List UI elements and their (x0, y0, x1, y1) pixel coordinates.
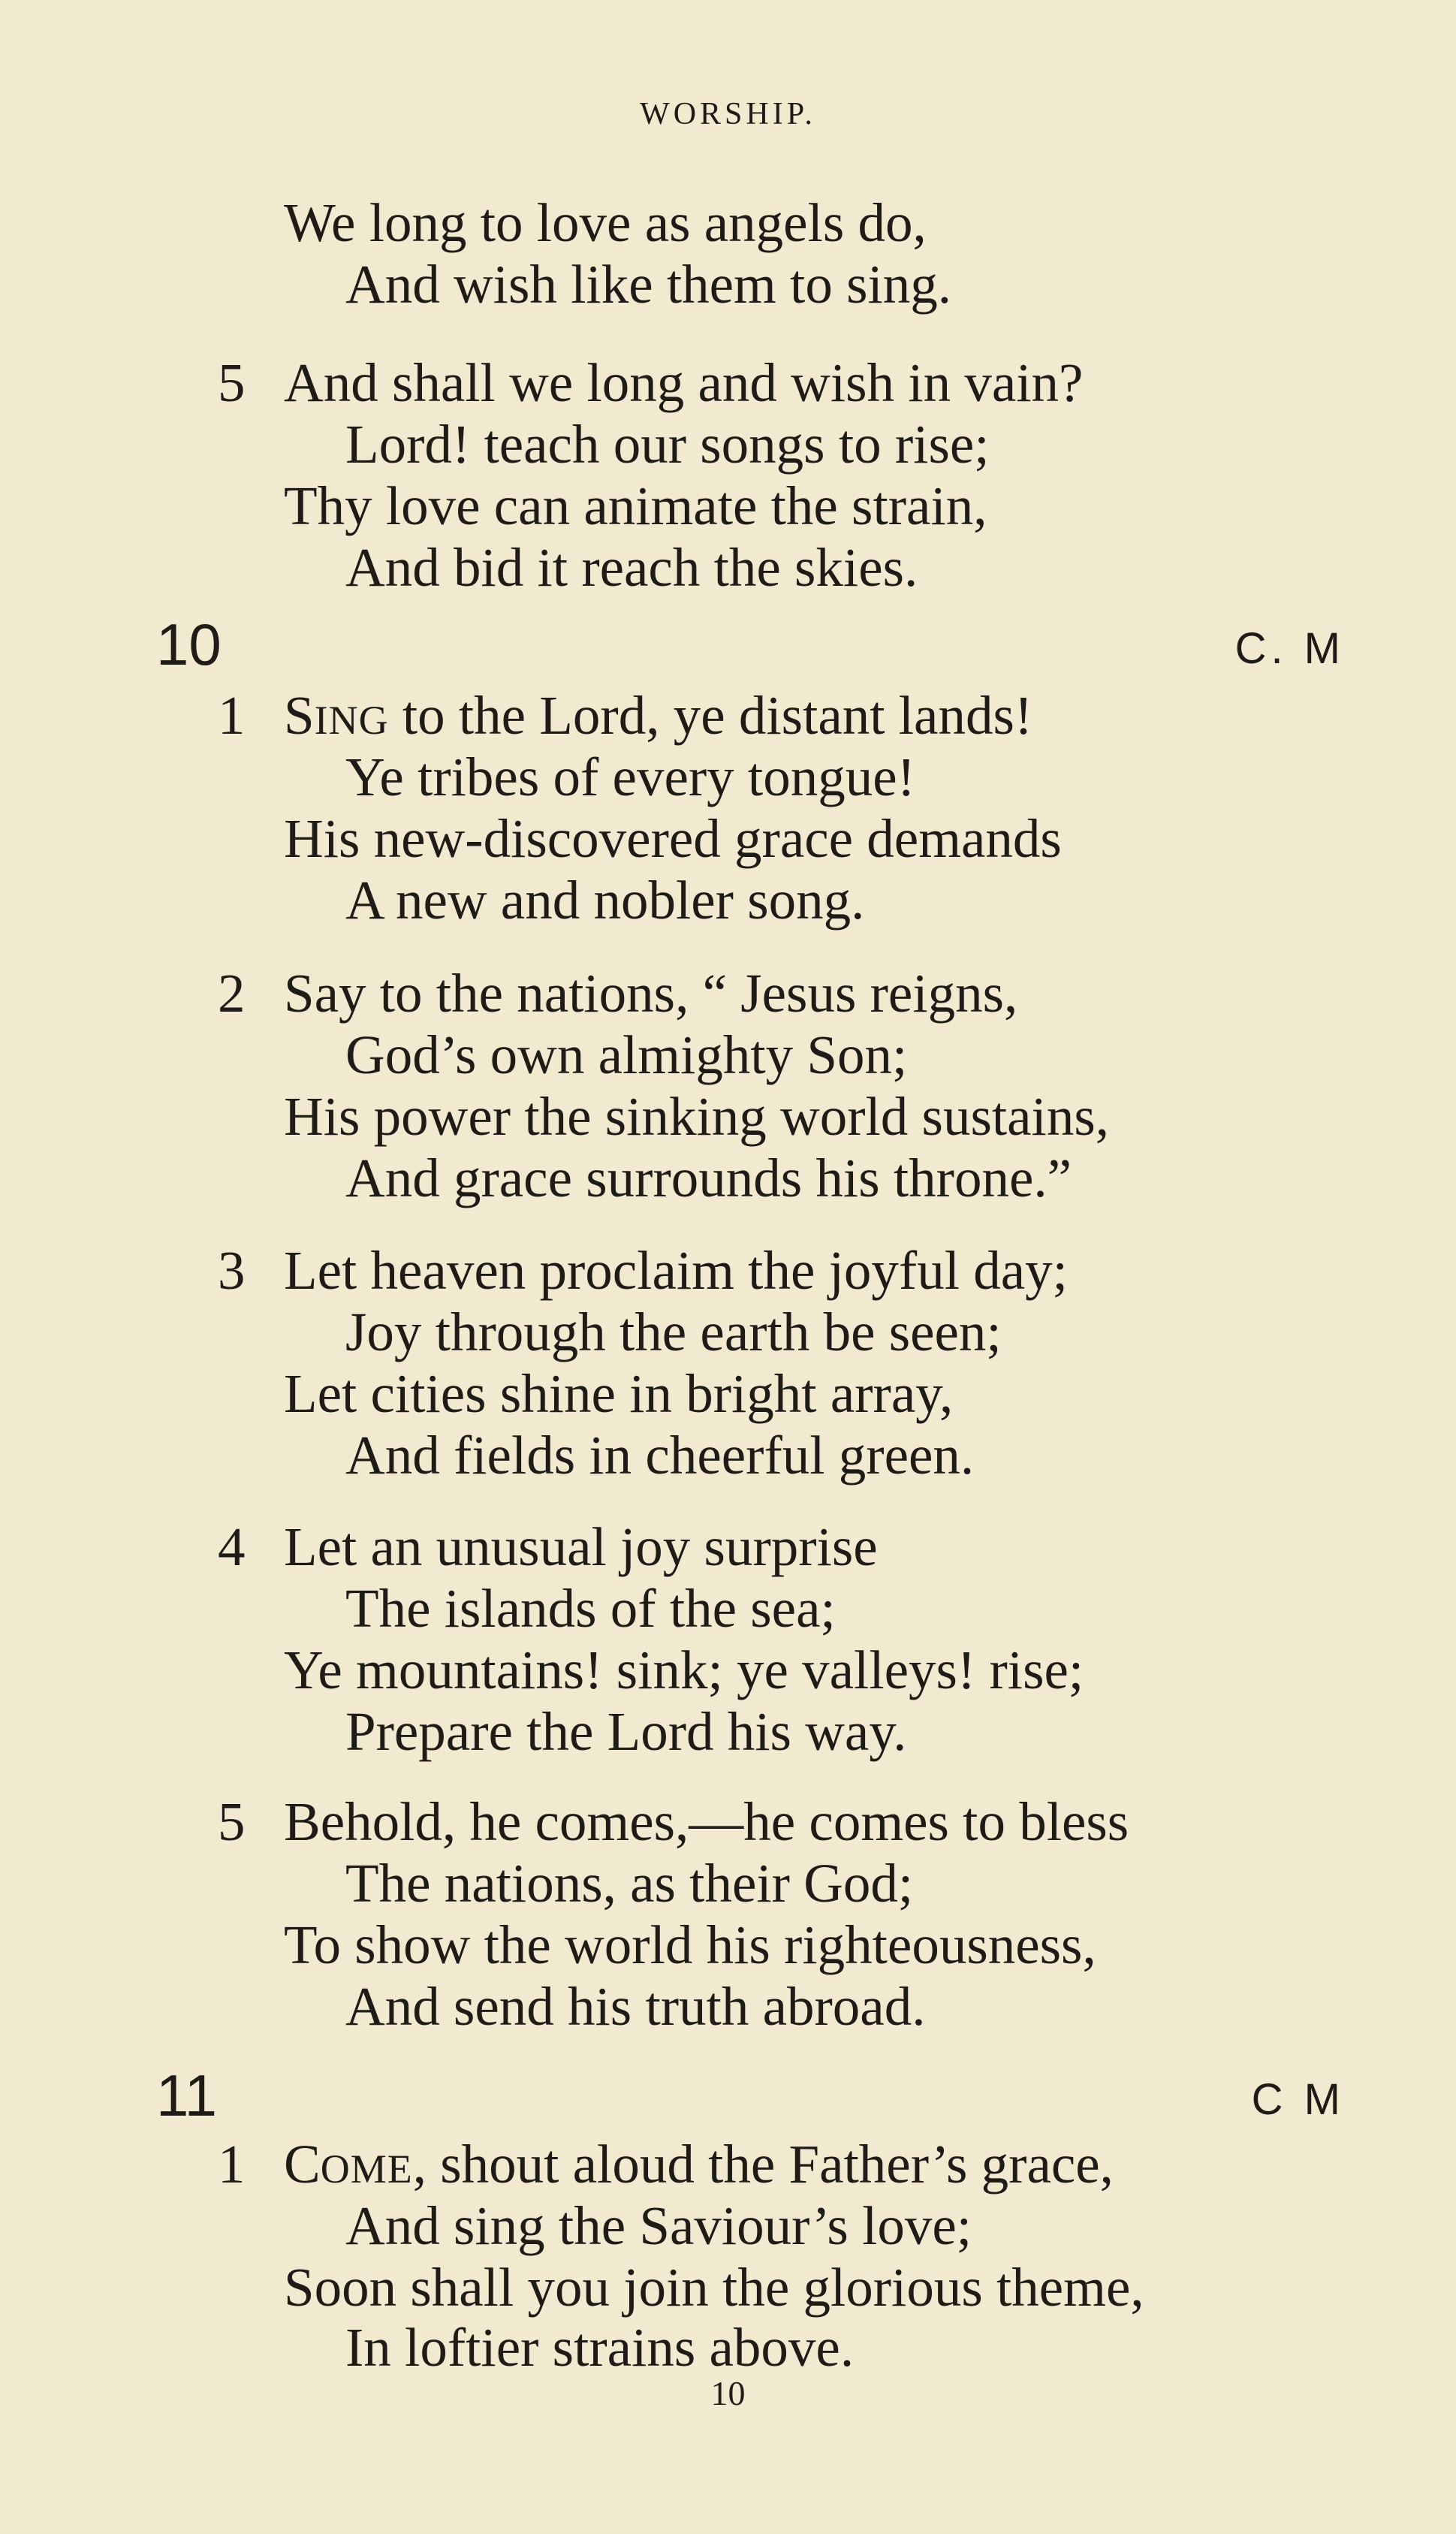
page-number: 10 (710, 2374, 746, 2412)
verse-line: To show the world his righteousness, (284, 1914, 1096, 1975)
small-caps: ING (314, 698, 389, 743)
verse-line: And grace surrounds his throne.” (345, 1148, 1072, 1208)
verse-number: 5 (218, 352, 246, 413)
verse-line: And bid it reach the skies. (345, 537, 918, 598)
verse-line: His power the sinking world sustains, (284, 1086, 1109, 1147)
verse-line: Lord! teach our songs to rise; (345, 414, 990, 475)
verse-first-line (284, 686, 1032, 750)
verse-line: His new-discovered grace demands (284, 808, 1062, 869)
verse-line: Ye mountains! sink; ye valleys! rise; (284, 1640, 1084, 1700)
verse-line: And wish like them to sing. (345, 254, 952, 315)
verse-number: 5 (218, 1791, 246, 1852)
verse-line: Let cities shine in bright array, (284, 1363, 954, 1424)
verse-number: 4 (218, 1516, 246, 1577)
verse-first-line (284, 2134, 1114, 2199)
running-head: WORSHIP. (640, 97, 816, 131)
verse-line: God’s own almighty Son; (345, 1024, 908, 1085)
verse-line: And fields in cheerful green. (345, 1425, 975, 1486)
verse-number: 1 (218, 2134, 246, 2195)
verse-line: Let heaven proclaim the joyful day; (284, 1240, 1068, 1301)
verse-line: We long to love as angels do, (284, 192, 927, 253)
verse-line: Thy love can animate the strain, (284, 475, 987, 536)
verse-line: Soon shall you join the glorious theme, (284, 2257, 1144, 2318)
hymn-meter: C M (1251, 2075, 1345, 2124)
hymn-number: 10 (156, 611, 222, 677)
verse-number: 2 (218, 963, 246, 1024)
verse-line: The nations, as their God; (345, 1853, 914, 1914)
first-line-text: to the Lord, ye distant lands! (388, 685, 1033, 746)
verse-line: Behold, he comes,—he comes to bless (284, 1791, 1129, 1852)
verse-line: And send his truth abroad. (345, 1976, 926, 2037)
verse-line: Prepare the Lord his way. (345, 1701, 907, 1762)
verse-line: Let an unusual joy surprise (284, 1516, 878, 1577)
verse-number: 3 (218, 1240, 246, 1301)
verse-line: In loftier strains above. (345, 2317, 855, 2378)
verse-line: Joy through the earth be seen; (345, 1302, 1002, 1362)
verse-line: Ye tribes of every tongue! (345, 747, 915, 807)
verse-line: And sing the Saviour’s love; (345, 2195, 972, 2256)
verse-number: 1 (218, 685, 246, 746)
drop-initial: S (284, 685, 315, 746)
verse-line: Say to the nations, “ Jesus reigns, (284, 963, 1018, 1024)
verse-line: A new and nobler song. (345, 870, 865, 931)
verse-line: The islands of the sea; (345, 1578, 836, 1639)
first-line-text: , shout aloud the Father’s grace, (412, 2134, 1114, 2195)
small-caps: OME (320, 2146, 413, 2192)
drop-initial: C (284, 2134, 321, 2195)
hymn-number: 11 (156, 2062, 217, 2128)
hymn-meter: C. M (1234, 624, 1345, 673)
verse-line: And shall we long and wish in vain? (284, 352, 1084, 413)
